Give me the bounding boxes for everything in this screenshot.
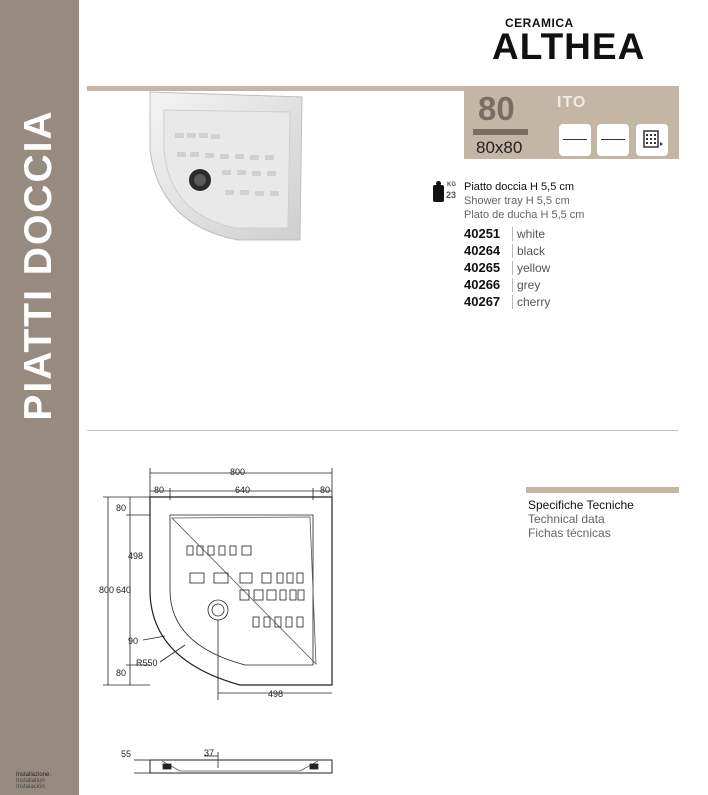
dim-height-640: 640: [116, 585, 132, 595]
dim-angle: 90: [128, 636, 139, 646]
dim-height-top: 80: [116, 503, 127, 513]
product-color: cherry: [517, 295, 551, 309]
product-color: yellow: [517, 261, 551, 275]
description-es: Plato de ducha H 5,5 cm: [464, 209, 585, 221]
dim-profile-height: 55: [121, 749, 132, 759]
weight-unit: KG: [447, 182, 456, 188]
brand-main-text: ALTHEA: [492, 26, 646, 67]
weight-value: 23: [446, 190, 457, 200]
product-code: 40265: [464, 260, 501, 275]
dim-height-bottom: 80: [116, 668, 127, 678]
dim-width-total: 800: [230, 467, 246, 477]
product-color: grey: [517, 278, 541, 292]
dim-height-800: 800: [99, 585, 115, 595]
description-en: Shower tray H 5,5 cm: [464, 195, 570, 207]
description-it: Piatto doccia H 5,5 cm: [464, 181, 575, 193]
model-name: ITO: [557, 94, 587, 111]
product-color: white: [517, 227, 546, 241]
spec-en: Technical data: [528, 512, 605, 526]
install-label-en: Installation: [16, 778, 45, 784]
brand-top-text: CERAMICA: [505, 16, 574, 30]
dim-bottom-498: 498: [268, 689, 284, 699]
dim-height-498: 498: [128, 551, 144, 561]
dim-radius: R550: [136, 658, 158, 668]
product-color: black: [517, 244, 546, 258]
size-number: 80: [478, 90, 515, 127]
dim-right-margin: 80: [320, 485, 331, 495]
install-label-it: Installazione:: [16, 772, 52, 778]
product-code: 40264: [464, 243, 501, 258]
product-code: 40266: [464, 277, 501, 292]
product-code: 40267: [464, 294, 501, 309]
spec-it: Specifiche Tecniche: [528, 498, 634, 512]
product-code: 40251: [464, 226, 501, 241]
spec-es: Fichas técnicas: [528, 526, 611, 540]
dim-left-margin: 80: [154, 485, 165, 495]
dim-inner: 640: [235, 485, 251, 495]
sidebar-title: PIATTI DOCCIA: [17, 109, 60, 421]
dim-profile-depth: 37: [204, 748, 215, 758]
size-label: 80x80: [476, 138, 523, 157]
install-label-es: Instalación: [16, 784, 45, 790]
